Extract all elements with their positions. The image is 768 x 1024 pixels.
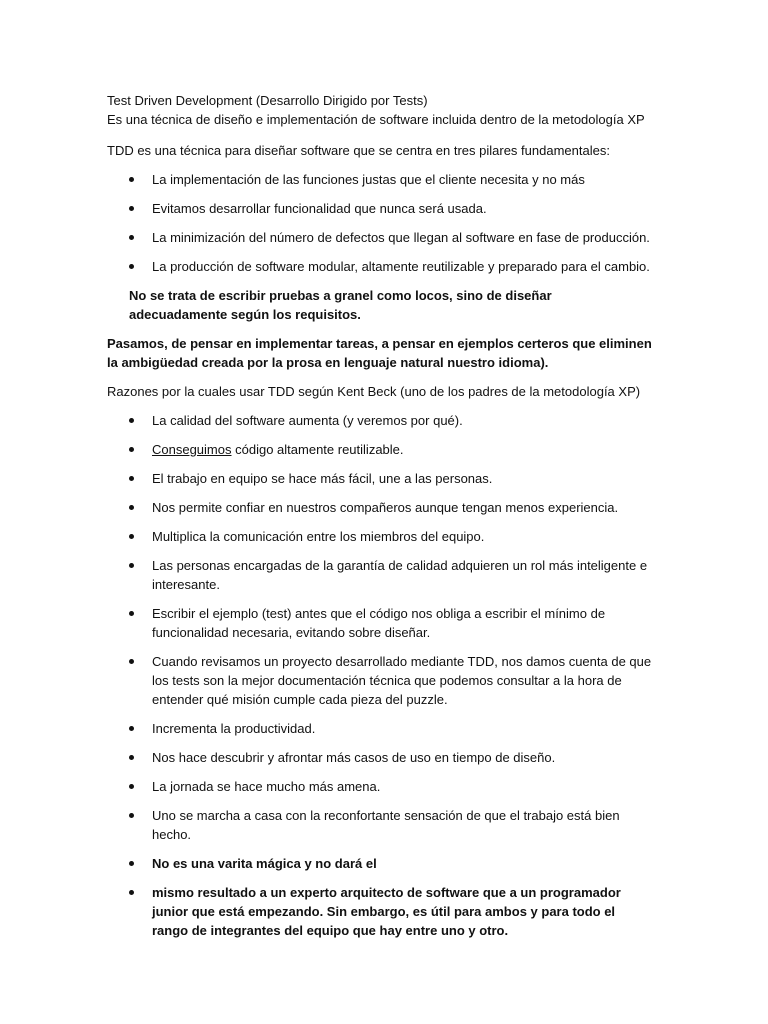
pillars-list <box>107 170 652 276</box>
list-item: La minimización del número de defectos que llegan al software en fase de producción. <box>107 228 652 247</box>
bullet-icon <box>129 505 134 510</box>
list-item: Conseguimos código altamente reutilizable. <box>107 440 652 459</box>
bullet-icon <box>129 890 134 895</box>
underlined-word: Conseguimos <box>152 442 232 457</box>
list-item: La calidad del software aumenta (y veremos por qué). <box>107 411 652 430</box>
bullet-icon <box>129 177 134 182</box>
list-item: Incrementa la productividad. <box>107 719 652 738</box>
list-item: mismo resultado a un experto arquitecto de software que a un programador junior que está empezando. Sin embargo, es útil para ambos y para todo el rango de integrantes del equipo que hay entre uno y otro. <box>107 883 652 940</box>
bullet-icon <box>129 861 134 866</box>
bullet-icon <box>129 264 134 269</box>
bullet-icon <box>129 784 134 789</box>
bullet-icon <box>129 447 134 452</box>
bullet-icon <box>129 755 134 760</box>
list-item: Evitamos desarrollar funcionalidad que nunca será usada. <box>107 199 652 218</box>
bullet-icon <box>129 726 134 731</box>
bullet-icon <box>129 534 134 539</box>
list-item: Las personas encargadas de la garantía de calidad adquieren un rol más inteligente e interesante. <box>107 556 652 594</box>
bullet-icon <box>129 563 134 568</box>
bullet-icon <box>129 235 134 240</box>
bullet-icon <box>129 476 134 481</box>
document-subtitle: Es una técnica de diseño e implementación de software incluida dentro de la metodología XP <box>107 112 645 127</box>
list-item: Escribir el ejemplo (test) antes que el código nos obliga a escribir el mínimo de funcionalidad necesaria, evitando sobre diseñar. <box>107 604 652 642</box>
list-item: La jornada se hace mucho más amena. <box>107 777 652 796</box>
list-item: Uno se marcha a casa con la reconfortante sensación de que el trabajo está bien hecho. <box>107 806 652 844</box>
bullet-icon <box>129 813 134 818</box>
reasons-list <box>107 411 652 844</box>
bullet-icon <box>129 659 134 664</box>
note-paragraph: No se trata de escribir pruebas a granel como locos, sino de diseñar adecuadamente según los requisitos. <box>129 288 552 322</box>
summary-paragraph: Pasamos, de pensar en implementar tareas, a pensar en ejemplos certeros que eliminen la ambigüedad creada por la prosa en lenguaje natural nuestro idioma). <box>107 336 652 370</box>
document-title: Test Driven Development (Desarrollo Dirigido por Tests) <box>107 93 428 108</box>
list-item: Multiplica la comunicación entre los miembros del equipo. <box>107 527 652 546</box>
final-bullets-list <box>107 854 652 940</box>
list-item: El trabajo en equipo se hace más fácil, une a las personas. <box>107 469 652 488</box>
reasons-heading: Razones por la cuales usar TDD según Kent Beck (uno de los padres de la metodología XP) <box>107 384 641 399</box>
bullet-icon <box>129 611 134 616</box>
list-item: Nos permite confiar en nuestros compañeros aunque tengan menos experiencia. <box>107 498 652 517</box>
list-item: Nos hace descubrir y afrontar más casos de uso en tiempo de diseño. <box>107 748 652 767</box>
list-item: La implementación de las funciones justas que el cliente necesita y no más <box>107 170 652 189</box>
list-item: La producción de software modular, altamente reutilizable y preparado para el cambio. <box>107 257 652 276</box>
list-item: No es una varita mágica y no dará el <box>107 854 652 873</box>
bullet-icon <box>129 418 134 423</box>
document-body <box>107 91 652 940</box>
bullet-icon <box>129 206 134 211</box>
intro-paragraph: TDD es una técnica para diseñar software que se centra en tres pilares fundamentales: <box>107 143 610 158</box>
list-item: Cuando revisamos un proyecto desarrollado mediante TDD, nos damos cuenta de que los tests son la mejor documentación técnica que podemos consultar a la hora de entender qué misión cumple cada pieza del puzzle. <box>107 652 652 709</box>
